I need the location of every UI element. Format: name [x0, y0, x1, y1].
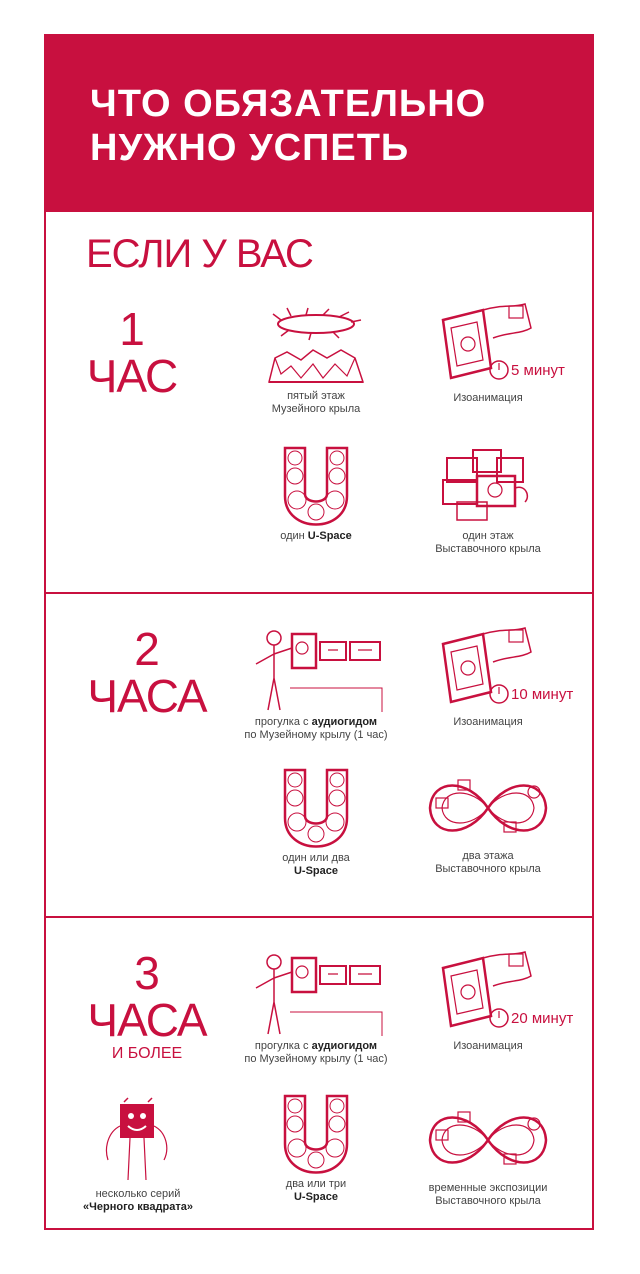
- duration-1-hour: [72, 303, 192, 402]
- u-space-icon: [281, 766, 351, 848]
- item-caption: два или три U-Space: [285, 1178, 347, 1203]
- item-u-space: [236, 444, 396, 543]
- item-black-square: [58, 1096, 218, 1214]
- item-caption: два этажа Выставочного крыла: [435, 850, 541, 875]
- item-caption: Изоанимация: [453, 716, 523, 728]
- audioguide-visitor-icon: [246, 628, 386, 712]
- item-exhibition-floor: [408, 444, 568, 556]
- isoanimation-icon: [413, 622, 574, 712]
- duration-number: 3: [134, 947, 160, 999]
- section-divider: [46, 916, 592, 918]
- item-u-space: [236, 1092, 396, 1204]
- black-square-character-icon: [98, 1096, 178, 1184]
- duration-label: 10 минут: [511, 686, 574, 703]
- duration-3-hours: [72, 947, 222, 1064]
- duration-number: 1: [119, 303, 145, 355]
- item-fifth-floor: [236, 308, 396, 416]
- infographic-card: [44, 34, 594, 1230]
- u-space-icon: [281, 1092, 351, 1174]
- item-caption: Изоанимация: [453, 1040, 523, 1052]
- duration-number: 2: [134, 623, 160, 675]
- header-banner: [46, 36, 592, 212]
- duration-unit: ЧАС: [86, 350, 178, 402]
- duration-label: 5 минут: [511, 362, 565, 379]
- item-isoanimation: [408, 622, 574, 729]
- duration-2-hours: [72, 623, 222, 722]
- item-caption: один U-Space: [280, 530, 352, 542]
- item-caption: один этаж Выставочного крыла: [435, 530, 541, 555]
- item-caption: прогулка с аудиогидом по Музейному крылу (1 час): [244, 1040, 388, 1065]
- item-caption: временные экспозиции Выставочного крыла: [428, 1182, 548, 1207]
- item-caption: несколько серий «Черного квадрата»: [83, 1188, 193, 1213]
- duration-unit: ЧАСА: [87, 670, 207, 722]
- section-divider: [46, 592, 592, 594]
- item-audioguide-walk: [236, 952, 396, 1066]
- audioguide-visitor-icon: [246, 952, 386, 1036]
- duration-label: 20 минут: [511, 1010, 574, 1027]
- item-caption: Изоанимация: [453, 392, 523, 404]
- item-isoanimation: [408, 946, 574, 1053]
- isoanimation-icon: [413, 298, 563, 388]
- item-caption: один или два U-Space: [282, 852, 350, 877]
- item-temporary-exhibitions: [408, 1102, 568, 1208]
- item-u-space: [236, 766, 396, 878]
- duration-more: И БОЛЕЕ: [111, 1045, 183, 1062]
- isoanimation-icon: [413, 946, 574, 1036]
- item-caption: прогулка с аудиогидом по Музейному крылу (1 час): [244, 716, 388, 741]
- item-two-floors: [408, 770, 568, 876]
- item-isoanimation: [408, 298, 568, 405]
- exhibition-frames-icon: [433, 444, 543, 526]
- duration-unit: ЧАСА: [87, 994, 207, 1046]
- crown-of-thorns-icon: [261, 308, 371, 386]
- item-audioguide-walk: [236, 628, 396, 742]
- u-space-icon: [281, 444, 351, 526]
- section-heading: ЕСЛИ У ВАС: [86, 232, 313, 276]
- infinity-loop-icon: [418, 1102, 558, 1178]
- item-caption: пятый этаж Музейного крыла: [271, 390, 361, 415]
- infinity-loop-icon: [418, 770, 558, 846]
- page-title: ЧТО ОБЯЗАТЕЛЬНО НУЖНО УСПЕТЬ: [90, 83, 487, 169]
